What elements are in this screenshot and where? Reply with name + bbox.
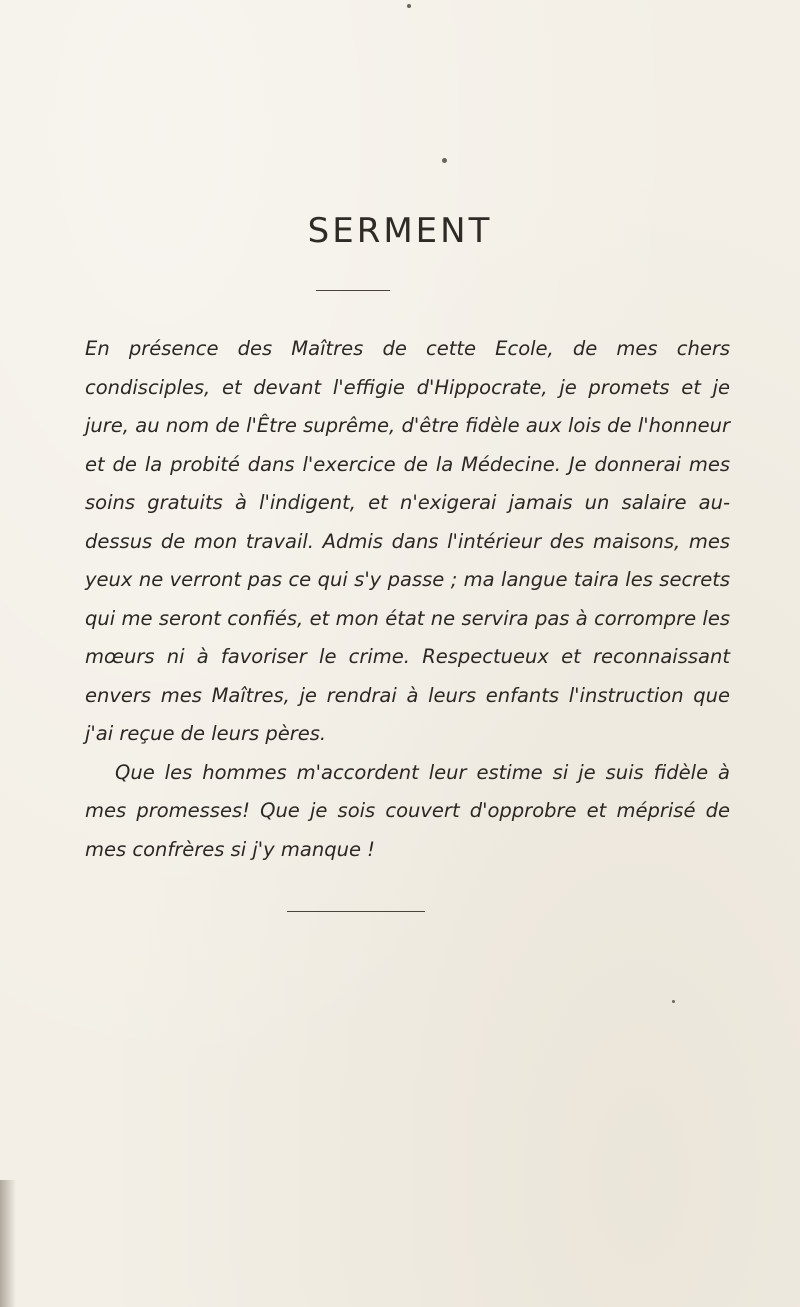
document-title: SERMENT	[307, 210, 493, 251]
page-edge-shadow	[0, 1180, 16, 1307]
oath-text	[85, 330, 730, 869]
oath-paragraph-2: Que les hommes m'accordent leur estime si je suis fidèle à mes promesses! Que je sois couvert d'opprobre et méprisé de mes confrères si j'y manque !	[85, 760, 730, 861]
oath-paragraph-1: En présence des Maîtres de cette Ecole, de mes chers condisciples, et devant l'effigie d'Hippocrate, je promets et je jure, au nom de l'Être suprême, d'être fidèle aux lois de l'honneur et de la probité dans l'exercice de la Médecine. Je donnerai mes soins gratuits à l'indigent, et n'exigerai jamais un salaire au-dessus de mon travail. Admis dans l'intérieur des maisons, mes yeux ne verront pas ce qui s'y passe ; ma langue taira les secrets qui me seront confiés, et mon état ne servira pas à corrompre les mœurs ni à favoriser le crime. Respectueux et reconnaissant envers mes Maîtres, je rendrai à leurs enfants l'instruction que j'ai reçue de leurs pères.	[85, 337, 730, 745]
divider-top	[316, 290, 390, 291]
speck	[672, 1000, 675, 1003]
speck	[407, 4, 411, 8]
speck	[442, 158, 447, 163]
divider-bottom	[287, 911, 425, 912]
